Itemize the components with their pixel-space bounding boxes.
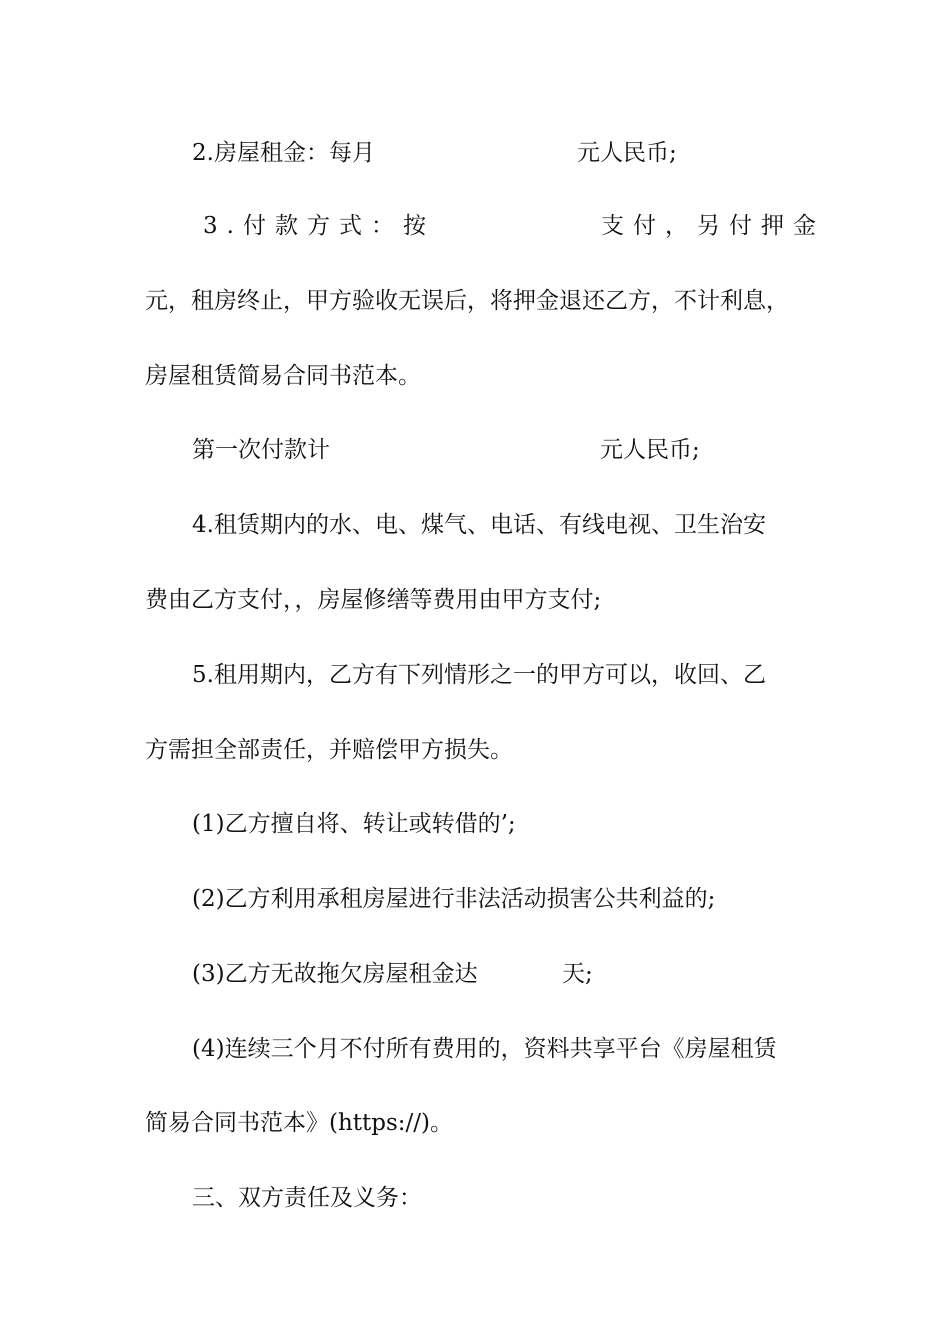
utilities-clause-line1: 4.租赁期内的水、电、煤气、电话、有线电视、卫生治安 [192,512,766,538]
condition-item-3-unit: 天; [562,961,593,987]
rent-amount-label: 2.房屋租金：每月 [192,140,375,166]
payment-method-deposit: 支付，另付押金 [601,213,825,239]
rent-amount-unit: 元人民币; [577,140,677,166]
condition-item-4-line2: 简易合同书范本》(https://)。 [145,1110,454,1136]
condition-item-1: (1)乙方擅自将、转让或转借的’; [192,811,516,837]
section-heading-responsibilities: 三、双方责任及义务： [192,1185,422,1211]
termination-clause-line2: 方需担全部责任，并赔偿甲方损失。 [145,737,513,763]
termination-clause-line1: 5.租用期内，乙方有下列情形之一的甲方可以，收回、乙 [192,662,766,688]
condition-item-3-label: (3)乙方无故拖欠房屋租金达 [192,961,478,987]
deposit-refund-line: 元，租房终止，甲方验收无误后，将押金退还乙方，不计利息， [145,288,789,314]
first-payment-unit: 元人民币; [600,437,700,463]
first-payment-label: 第一次付款计 [192,437,330,463]
utilities-clause-line2: 费由乙方支付，，房屋修缮等费用由甲方支付; [145,587,602,613]
contract-title-line: 房屋租赁简易合同书范本。 [145,363,421,389]
payment-method-label: 3.付款方式：按 [203,213,435,239]
condition-item-4-line1: (4)连续三个月不付所有费用的，资料共享平台《房屋租赁 [192,1036,777,1062]
condition-item-2: (2)乙方利用承租房屋进行非法活动损害公共利益的; [192,886,716,912]
